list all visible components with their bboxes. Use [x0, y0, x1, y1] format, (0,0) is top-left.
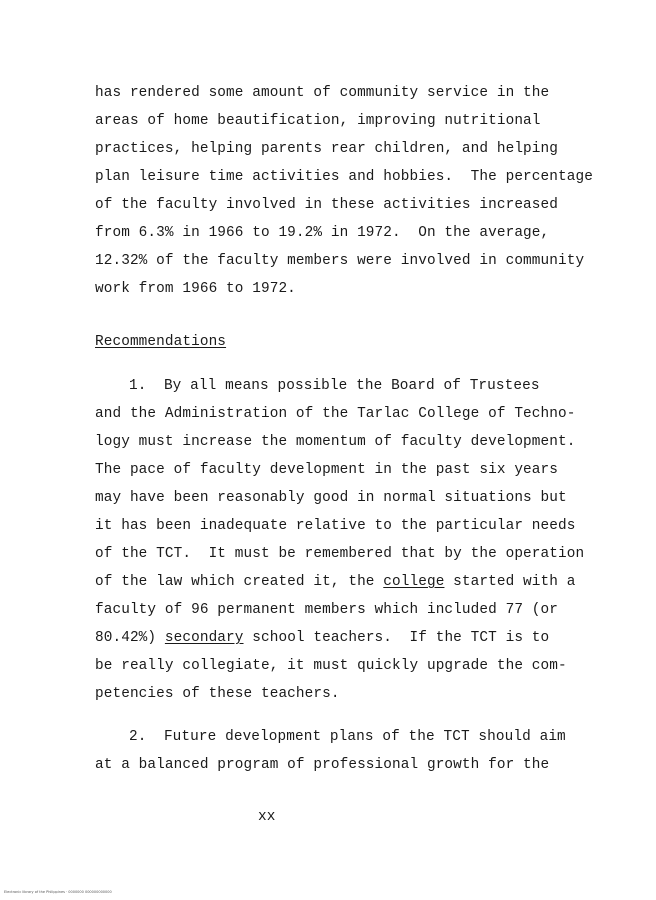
line-text: school teachers. If the TCT is to	[243, 630, 550, 646]
paragraph-line: 12.32% of the faculty members were involved in community	[95, 253, 585, 269]
paragraph-line: has rendered some amount of community service in the	[95, 85, 550, 101]
line-text: of the law which created it, the	[95, 574, 384, 590]
paragraph-line: work from 1966 to 1972.	[95, 281, 296, 297]
recommendation-line: of the TCT. It must be remembered that by the operation	[95, 546, 585, 562]
paragraph-line: of the faculty involved in these activities increased	[95, 197, 558, 213]
recommendation-line: logy must increase the momentum of faculty development.	[95, 434, 576, 450]
recommendation-line: faculty of 96 permanent members which included 77 (or	[95, 602, 558, 618]
paragraph-line: from 6.3% in 1966 to 19.2% in 1972. On the average,	[95, 225, 550, 241]
recommendation-line: it has been inadequate relative to the particular needs	[95, 518, 576, 534]
recommendation-line: The pace of faculty development in the past six years	[95, 462, 558, 478]
paragraph-line: plan leisure time activities and hobbies. The percentage	[95, 169, 593, 185]
recommendation-line: 1. By all means possible the Board of Trustees	[129, 378, 540, 394]
recommendation-line	[95, 629, 549, 647]
recommendation-line: at a balanced program of professional growth for the	[95, 757, 550, 773]
paragraph-line: practices, helping parents rear children, and helping	[95, 141, 558, 157]
recommendation-line: may have been reasonably good in normal situations but	[95, 490, 567, 506]
line-text: started with a	[444, 574, 576, 590]
underlined-word-college: college	[383, 574, 445, 590]
recommendation-line	[95, 573, 575, 591]
footer-note: Electronic library of the Philippines · 0000000 000000000000	[4, 890, 112, 894]
recommendation-line: be really collegiate, it must quickly upgrade the com-	[95, 658, 567, 674]
recommendation-line: and the Administration of the Tarlac College of Techno-	[95, 406, 576, 422]
recommendation-line: 2. Future development plans of the TCT should aim	[129, 729, 566, 745]
paragraph-line: areas of home beautification, improving nutritional	[95, 113, 541, 129]
page-number: xx	[258, 809, 276, 825]
recommendation-line: petencies of these teachers.	[95, 686, 340, 702]
section-heading: Recommendations	[95, 334, 227, 350]
underlined-word-secondary: secondary	[164, 630, 244, 646]
line-text: 80.42%)	[95, 630, 165, 646]
